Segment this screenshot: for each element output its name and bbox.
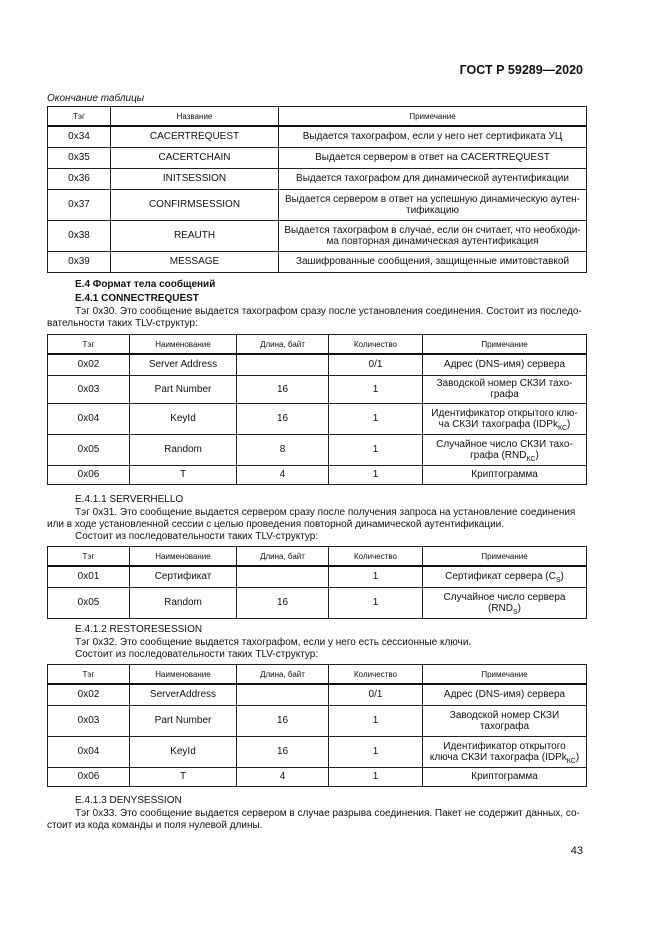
- length-cell: [237, 566, 329, 587]
- note-line: Заводской номер СКЗИ: [449, 709, 560, 721]
- note-line: Сертификат сервера (C: [445, 571, 556, 583]
- note-line: (RND: [487, 602, 513, 614]
- header-cell: Тэг: [48, 665, 130, 685]
- table-header-row: [48, 335, 587, 355]
- note-cell: Выдается тахографом, если у него нет сертификата УЦ: [279, 126, 587, 147]
- note-line: Идентификатор открытого клю-: [431, 407, 578, 419]
- header-cell: Длина, байт: [237, 665, 329, 685]
- note-line: ма повторная динамическая аутентификация: [326, 235, 539, 247]
- name-cell: Random: [130, 587, 237, 618]
- header-cell: Примечание: [423, 335, 587, 355]
- table-row: [48, 251, 587, 272]
- quantity-cell: 1: [329, 705, 423, 736]
- tag-cell: 0x39: [48, 251, 111, 272]
- note-line: ): [567, 418, 571, 430]
- header-cell: Количество: [329, 547, 423, 567]
- note-line: Выдается тахографом в случае, если он считает, что необходи-: [284, 224, 581, 236]
- length-cell: 16: [237, 403, 329, 434]
- quantity-cell: 1: [329, 465, 423, 484]
- table-header-row: [48, 665, 587, 685]
- note-line: Случайное число сервера: [443, 591, 566, 603]
- name-cell: MESSAGE: [111, 251, 279, 272]
- name-cell: Part Number: [130, 375, 237, 403]
- table-row: [48, 147, 587, 168]
- header-cell: Количество: [329, 335, 423, 355]
- header-cell: Наименование: [130, 665, 237, 685]
- table-row: [48, 168, 587, 189]
- note-line: тахографа: [479, 720, 530, 732]
- name-cell: REAUTH: [111, 220, 279, 251]
- name-cell: Server Address: [130, 354, 237, 375]
- note-cell: Адрес (DNS-имя) сервера: [423, 684, 587, 705]
- note-line: ): [535, 449, 539, 461]
- note-line: Случайное число СКЗИ тахо-: [436, 438, 573, 450]
- quantity-cell: 1: [329, 566, 423, 587]
- length-cell: 16: [237, 705, 329, 736]
- note-line: тификацию: [406, 204, 459, 216]
- section-heading: Е.4.1.1 SERVERHELLO: [75, 494, 184, 505]
- tag-cell: 0x04: [48, 403, 130, 434]
- name-cell: Part Number: [130, 705, 237, 736]
- note-cell: [423, 403, 587, 434]
- paragraph-line: или в ходе установленной сессии с целью проведения повторной динамической аутентификации.: [47, 519, 505, 530]
- note-line: Заводской номер СКЗИ тахо-: [436, 378, 573, 389]
- tag-cell: 0x37: [48, 189, 111, 220]
- name-cell: T: [130, 767, 237, 786]
- note-line: ключа СКЗИ тахографа (IDPk: [429, 751, 567, 763]
- table-header-row: [48, 107, 587, 127]
- subscript: S: [512, 608, 518, 616]
- table-row: [48, 566, 587, 587]
- table-header-row: [48, 547, 587, 567]
- quantity-cell: 0/1: [329, 354, 423, 375]
- paragraph-line: Тэг 0x31. Это сообщение выдается сервером сразу после получения запроса на установление соединения: [75, 507, 576, 518]
- quantity-cell: 1: [329, 587, 423, 618]
- length-cell: 16: [237, 587, 329, 618]
- table-row: [48, 189, 587, 220]
- tag-cell: 0x35: [48, 147, 111, 168]
- note-cell: [423, 434, 587, 465]
- note-line: графа (RND: [470, 449, 527, 461]
- note-cell: [423, 705, 587, 736]
- subscript: КС: [566, 757, 576, 765]
- note-cell: Выдается сервером в ответ на CACERTREQUEST: [279, 147, 587, 168]
- note-cell: [279, 220, 587, 251]
- name-cell: Random: [130, 434, 237, 465]
- header-cell: Тэг: [48, 335, 130, 355]
- note-line: графа: [490, 389, 519, 400]
- table-row: [48, 126, 587, 147]
- note-cell: Криптограмма: [423, 767, 587, 786]
- name-cell: T: [130, 465, 237, 484]
- table-row: [48, 684, 587, 705]
- header-cell: Примечание: [423, 665, 587, 685]
- table-row: [48, 767, 587, 786]
- quantity-cell: 1: [329, 434, 423, 465]
- tag-cell: 0x34: [48, 126, 111, 147]
- length-cell: 16: [237, 736, 329, 767]
- note-cell: Адрес (DNS-имя) сервера: [423, 354, 587, 375]
- name-cell: CONFIRMSESSION: [111, 189, 279, 220]
- quantity-cell: 1: [329, 375, 423, 403]
- name-cell: KeyId: [130, 403, 237, 434]
- length-cell: 4: [237, 465, 329, 484]
- length-cell: 8: [237, 434, 329, 465]
- tag-cell: 0x06: [48, 465, 130, 484]
- paragraph-line: Тэг 0x33. Это сообщение выдается сервером в случае разрыва соединения. Пакет не содержит данных, со-: [75, 808, 580, 819]
- tag-cell: 0x05: [48, 434, 130, 465]
- name-cell: KeyId: [130, 736, 237, 767]
- header-cell: Тэг: [48, 547, 130, 567]
- table-row: [48, 354, 587, 375]
- subscript: КС: [557, 424, 568, 432]
- table-caption: Окончание таблицы: [47, 93, 145, 104]
- length-cell: [237, 684, 329, 705]
- note-cell: [423, 736, 587, 767]
- quantity-cell: 1: [329, 767, 423, 786]
- message-tags-table: [47, 106, 587, 273]
- standard-number: ГОСТ Р 59289—2020: [459, 63, 583, 77]
- paragraph-line: Тэг 0x32. Это сообщение выдается тахографом, если у него есть сессионные ключи.: [75, 637, 472, 648]
- note-cell: [423, 375, 587, 403]
- section-heading: Е.4 Формат тела сообщений: [75, 279, 216, 290]
- header-cell: Наименование: [130, 335, 237, 355]
- table-row: [48, 587, 587, 618]
- paragraph-line: Состоит из последовательности таких TLV-структур:: [75, 649, 319, 660]
- quantity-cell: 1: [329, 736, 423, 767]
- note-line: ): [517, 602, 521, 614]
- note-line: Идентификатор открытого: [443, 740, 566, 752]
- tag-cell: 0x02: [48, 684, 130, 705]
- header-cell: Примечание: [279, 107, 587, 127]
- header-cell: Тэг: [48, 107, 111, 127]
- quantity-cell: 0/1: [329, 684, 423, 705]
- tag-cell: 0x04: [48, 736, 130, 767]
- tag-cell: 0x05: [48, 587, 130, 618]
- name-cell: INITSESSION: [111, 168, 279, 189]
- note-cell: [279, 189, 587, 220]
- table-row: [48, 465, 587, 484]
- name-cell: Сертификат: [130, 566, 237, 587]
- tag-cell: 0x03: [48, 705, 130, 736]
- note-cell: [423, 587, 587, 618]
- note-line: Выдается сервером в ответ на успешную динамическую аутен-: [285, 193, 580, 205]
- subscript: КС: [526, 455, 536, 463]
- section-heading: Е.4.1.2 RESTORESESSION: [75, 624, 203, 635]
- note-line: ): [560, 571, 564, 583]
- length-cell: 4: [237, 767, 329, 786]
- page-number: 43: [570, 845, 583, 857]
- header-cell: Длина, байт: [237, 335, 329, 355]
- header-cell: Длина, байт: [237, 547, 329, 567]
- paragraph-line: вательности таких TLV-структур:: [47, 318, 198, 329]
- header-cell: Количество: [329, 665, 423, 685]
- quantity-cell: 1: [329, 403, 423, 434]
- name-cell: CACERTCHAIN: [111, 147, 279, 168]
- tag-cell: 0x38: [48, 220, 111, 251]
- note-cell: [423, 566, 587, 587]
- paragraph-line: стоит из кода команды и поля нулевой длины.: [47, 820, 263, 831]
- note-line: ча СКЗИ тахографа (IDPk: [438, 418, 558, 430]
- restoresession-table: [47, 664, 587, 787]
- header-cell: Примечание: [423, 547, 587, 567]
- section-heading: Е.4.1 CONNECTREQUEST: [75, 293, 199, 304]
- tag-cell: 0x02: [48, 354, 130, 375]
- table-row: [48, 434, 587, 465]
- header-cell: Наименование: [130, 547, 237, 567]
- tag-cell: 0x01: [48, 566, 130, 587]
- name-cell: CACERTREQUEST: [111, 126, 279, 147]
- length-cell: [237, 354, 329, 375]
- tag-cell: 0x06: [48, 767, 130, 786]
- tag-cell: 0x03: [48, 375, 130, 403]
- note-cell: Зашифрованные сообщения, защищенные имитовставкой: [279, 251, 587, 272]
- header-cell: Название: [111, 107, 279, 127]
- note-cell: Выдается тахографом для динамической аутентификации: [279, 168, 587, 189]
- length-cell: 16: [237, 375, 329, 403]
- table-row: [48, 403, 587, 434]
- table-row: [48, 220, 587, 251]
- table-row: [48, 375, 587, 403]
- tag-cell: 0x36: [48, 168, 111, 189]
- paragraph-line: Тэг 0x30. Это сообщение выдается тахографом сразу после установления соединения. Состоит из последо-: [75, 306, 582, 317]
- table-row: [48, 736, 587, 767]
- connectrequest-table: [47, 334, 587, 485]
- note-line: ): [575, 751, 580, 763]
- table-row: [48, 705, 587, 736]
- name-cell: ServerAddress: [130, 684, 237, 705]
- section-heading: Е.4.1.3 DENYSESSION: [75, 795, 182, 806]
- serverhello-table: [47, 546, 587, 619]
- paragraph-line: Состоит из последовательности таких TLV-структур:: [75, 531, 319, 542]
- subscript: S: [555, 577, 561, 585]
- note-cell: Криптограмма: [423, 465, 587, 484]
